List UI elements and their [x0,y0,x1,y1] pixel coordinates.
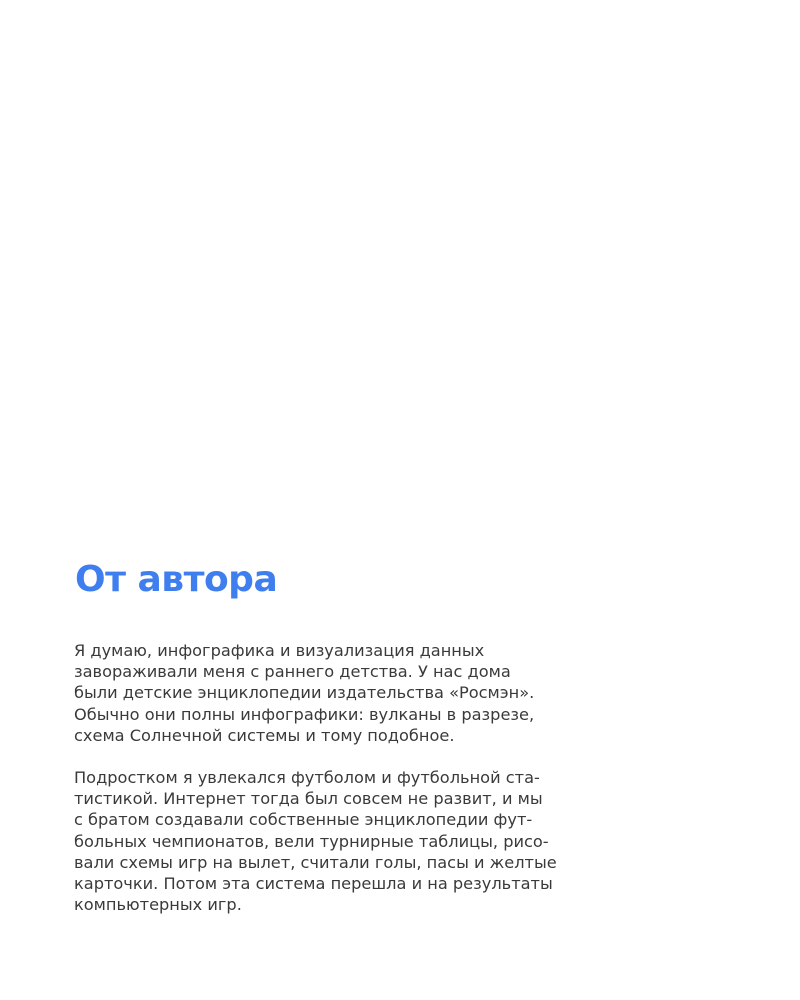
paragraph-2 [74,767,634,915]
text-line: завораживали меня с раннего детства. У нас дома [74,662,511,682]
text-line: были детские энциклопедии издательства «Росмэн». [74,683,535,703]
text-line: Подростком я увлекался футболом и футбольной ста- [74,768,540,788]
text-line: с братом создавали собственные энциклопедии фут- [74,810,533,830]
text-line: Обычно они полны инфографики: вулканы в разрезе, [74,704,535,724]
text-line: Я думаю, инфографика и визуализация данных [74,641,485,660]
body-text [74,640,634,915]
text-line: тистикой. Интернет тогда был совсем не развит, и мы [74,789,543,809]
text-line: больных чемпионатов, вели турнирные таблицы, рисо- [74,831,549,851]
page-title: От автора [75,559,278,600]
text-line: схема Солнечной системы и тому подобное. [74,725,455,745]
text-line: компьютерных игр. [74,895,242,915]
paragraph-1 [74,640,634,746]
text-line: карточки. Потом эта система перешла и на результаты [74,874,553,894]
text-line: вали схемы игр на вылет, считали голы, пасы и желтые [74,852,557,872]
